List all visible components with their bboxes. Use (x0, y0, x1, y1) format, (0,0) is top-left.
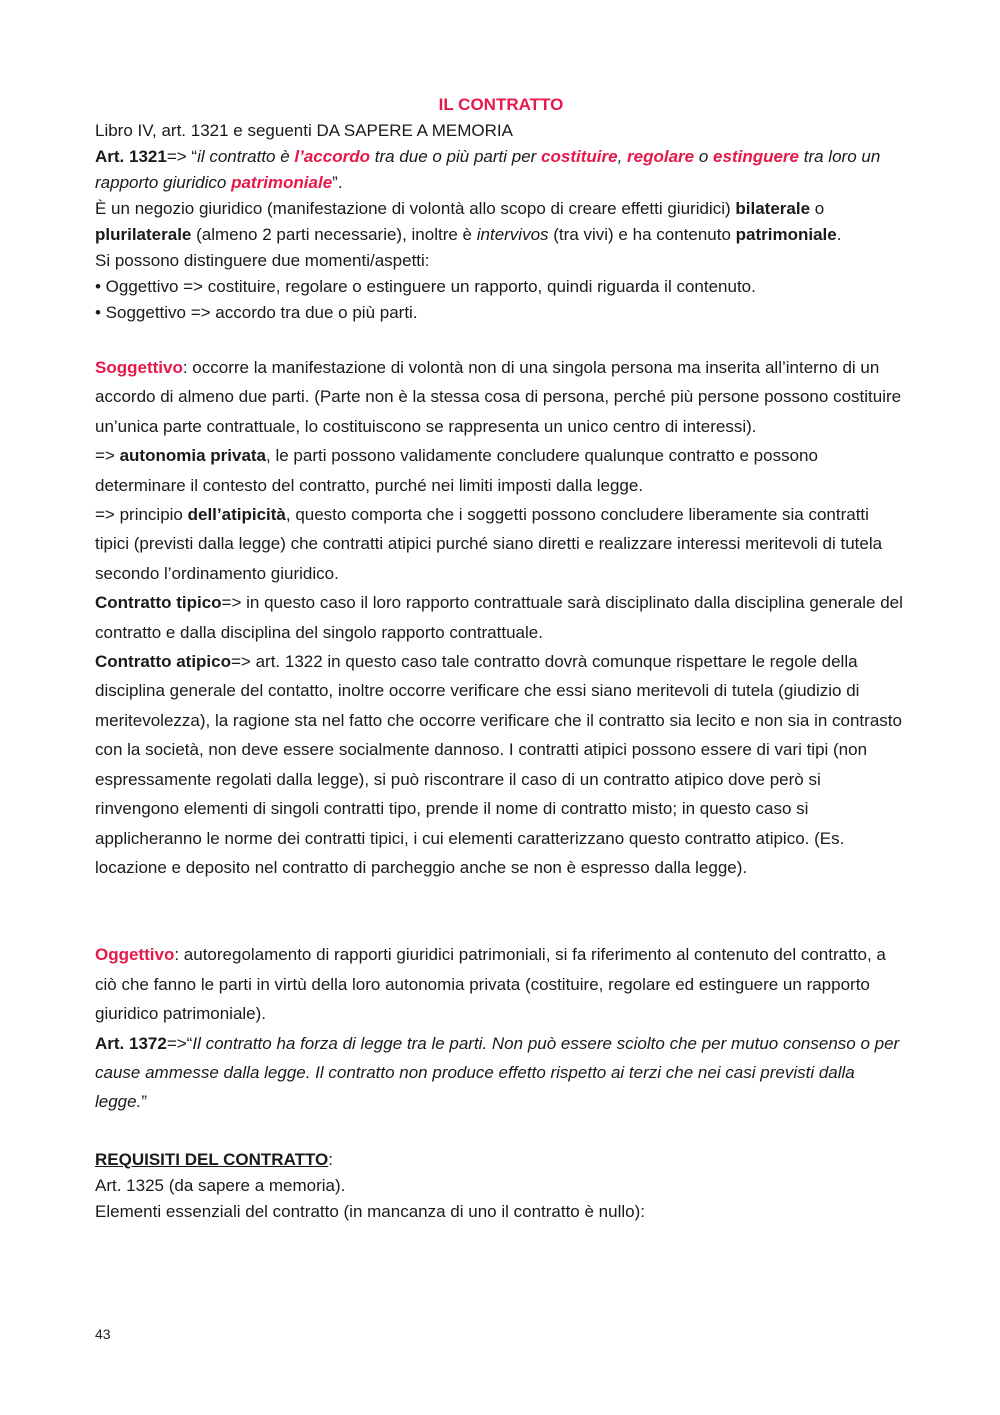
art-1321-label: Art. 1321 (95, 147, 167, 166)
requisiti-heading: REQUISITI DEL CONTRATTO (95, 1149, 329, 1169)
keyword-patrimoniale: patrimoniale (231, 173, 333, 192)
soggettivo-paragraph: Soggettivo: occorre la manifestazione di volontà non di una singola persona ma inserita all’interno di un accordo di almeno due parti. (Parte non è la stessa cosa di persona, perché più persone possono costituire un’unica parte contrattuale, lo costituiscono se rappresenta un unico centro di interessi). (95, 358, 902, 436)
libro-line: Libro IV, art. 1321 e seguenti DA SAPERE A MEMORIA (95, 121, 513, 140)
contratto-tipico-paragraph: Contratto tipico=> in questo caso il loro rapporto contrattuale sarà disciplinato dalla disciplina generale del contratto e dalla disciplina del singolo rapporto contrattuale. (95, 593, 903, 642)
oggettivo-section (95, 940, 907, 1116)
oggettivo-label: Oggettivo (95, 945, 175, 965)
momenti-line: Si possono distinguere due momenti/aspetti: (95, 251, 430, 270)
contratto-atipico-paragraph: Contratto atipico=> art. 1322 in questo caso tale contratto dovrà comunque rispettare le regole della disciplina generale del contatto, inoltre occorre verificare che essi siano meritevoli di tutela (giudizio di meritevolezza), la ragione sta nel fatto che occorre verificare che il contratto sia lecito e non sia in contrasto con la società, non deve essere socialmente dannoso. I contratti atipici possono essere di vari tipi (non espressamente regolati dalla legge), si può riscontrare il caso di un contratto atipico dove però si rinvengono elementi di singoli contratti tipo, prende il nome di contratto misto; in questo caso si applicheranno le norme dei contratti tipici, i cui elementi caratterizzano questo contratto atipico. (Es. locazione e deposito nel contratto di parcheggio anche se non è espresso dalla legge). (95, 652, 902, 877)
intro-section (95, 118, 907, 326)
negozio-paragraph: È un negozio giuridico (manifestazione di volontà allo scopo di creare effetti giuridici) bilaterale o plurilaterale (almeno 2 parti necessarie), inoltre è intervivos (tra vivi) e ha contenuto patrimoniale. (95, 199, 842, 244)
art-1325-line: Art. 1325 (da sapere a memoria). (95, 1175, 346, 1195)
soggettivo-section (95, 353, 907, 882)
oggettivo-paragraph: Oggettivo: autoregolamento di rapporti giuridici patrimoniali, si fa riferimento al contenuto del contratto, a ciò che fanno le parti in virtù della loro autonomia privata (costituire, regolare ed estinguere un rapporto giuridico patrimoniale). (95, 945, 886, 1024)
autonomia-paragraph: => autonomia privata, le parti possono validamente concludere qualunque contratto e possono determinare il contesto del contratto, purché nei limiti imposti dalla legge. (95, 446, 818, 495)
keyword-costituire: costituire (541, 147, 618, 166)
keyword-estinguere: estinguere (713, 147, 800, 166)
art-1372-paragraph: Art. 1372=>“Il contratto ha forza di legge tra le parti. Non può essere sciolto che per mutuo consenso o per cause ammesse dalla legge. Il contratto non produce effetto rispetto ai terzi che nei casi previsti dalla legge.” (95, 1033, 900, 1112)
page-number: 43 (95, 1326, 111, 1342)
elementi-line: Elementi essenziali del contratto (in mancanza di uno il contratto è nullo): (95, 1201, 645, 1221)
requisiti-heading-line: REQUISITI DEL CONTRATTO: (95, 1149, 334, 1169)
document-title: IL CONTRATTO (438, 95, 564, 114)
requisiti-section (95, 1147, 907, 1225)
atipicita-paragraph: => principio dell’atipicità, questo comporta che i soggetti possono concludere liberamente sia contratti tipici (previsti dalla legge) che contratti atipici purché siano diretti e realizzare interessi meritevoli di tutela secondo l’ordinamento giuridico. (95, 505, 883, 583)
keyword-accordo: l’accordo (294, 147, 370, 166)
bullet-oggettivo: • Oggettivo => costituire, regolare o estinguere un rapporto, quindi riguarda il contenuto. (95, 277, 756, 296)
soggettivo-label: Soggettivo (95, 358, 183, 377)
document-page (95, 92, 907, 1225)
art-1321-paragraph: Art. 1321=> “il contratto è l’accordo tra due o più parti per costituire, regolare o estinguere tra loro un rapporto giuridico patrimoniale”. (95, 147, 881, 192)
keyword-regolare: regolare (627, 147, 695, 166)
art-1372-label: Art. 1372 (95, 1033, 167, 1053)
bullet-soggettivo: • Soggettivo => accordo tra due o più parti. (95, 303, 418, 322)
